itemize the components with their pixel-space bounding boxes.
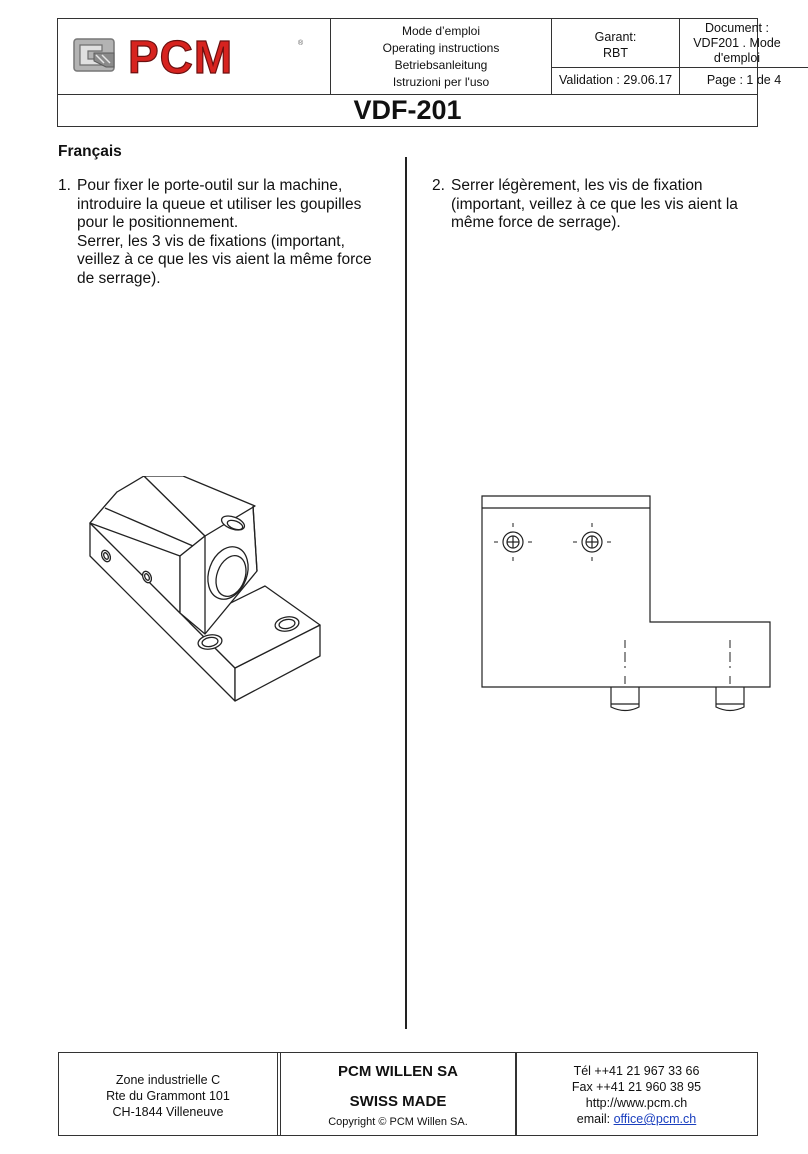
validation-date: Validation : 29.06.17 [558,73,673,87]
email-label: email: [576,1112,614,1126]
screw-symbol-2 [573,523,611,561]
lang-de: Betriebsanleitung [394,58,488,72]
step-line: veillez à ce que les vis aient la même force [77,251,372,268]
lang-en: Operating instructions [382,41,500,55]
step-line: Pour fixer le porte-outil sur la machine, [77,177,343,194]
pcm-logo-text: PCM [128,31,234,79]
address-line: Rte du Grammont 101 [106,1089,230,1103]
document-title: VDF-201 [353,95,462,125]
step-2 [432,177,752,233]
garant-value: RBT [603,46,628,60]
footer-address [59,1053,278,1135]
header-top-row [58,19,782,95]
step-1 [58,177,378,288]
document-value-1: VDF201 . Mode [693,36,781,50]
document-label: Document : [705,21,769,35]
document-cell [680,19,782,94]
step-number: 2. [432,177,445,194]
step-line: Serrer, les 3 vis de fixations (important, [77,232,345,250]
website: http://www.pcm.ch [585,1096,688,1110]
company-name: PCM WILLEN SA [338,1063,458,1080]
column-divider [405,157,407,1029]
side-view-drawing [480,492,775,722]
email-link[interactable]: office@pcm.ch [613,1112,697,1126]
footer-company [280,1053,516,1135]
document-value-2: d'emploi [713,51,761,65]
step-number: 1. [58,177,71,194]
step-line: Serrer légèrement, les vis de fixation [451,177,703,194]
logo-cell [58,19,331,94]
fax: Fax ++41 21 960 38 95 [571,1080,702,1094]
lang-fr: Mode d’emploi [401,24,481,38]
phone: Tél ++41 21 967 33 66 [573,1064,700,1078]
svg-text:®: ® [298,40,304,47]
page-number: Page : 1 de 4 [706,73,782,87]
address-line: CH-1844 Villeneuve [112,1105,224,1119]
isometric-toolholder-drawing [85,476,330,721]
footer-contact [516,1053,756,1135]
lang-it: Istruzioni per l'uso [392,75,490,89]
document-header [57,18,782,127]
step-line: (important, veillez à ce que les vis aient la [451,195,738,213]
copyright: Copyright © PCM Willen SA. [328,1116,468,1128]
garant-cell [552,19,680,94]
pcm-emblem-icon [74,39,114,71]
step-line: de serrage). [77,269,161,287]
email-line [517,1111,756,1127]
step-line: introduire la queue et utiliser les goupilles [77,195,362,213]
address-line: Zone industrielle C [115,1073,221,1087]
screw-symbol-1 [494,523,532,561]
document-footer [58,1052,758,1136]
pcm-logo [72,31,312,79]
language-heading: Français [58,143,122,160]
swiss-made: SWISS MADE [349,1093,447,1110]
garant-label: Garant: [594,30,637,44]
instruction-languages [331,19,552,94]
step-line: même force de serrage). [451,214,621,231]
step-line: pour le positionnement. [77,214,239,231]
